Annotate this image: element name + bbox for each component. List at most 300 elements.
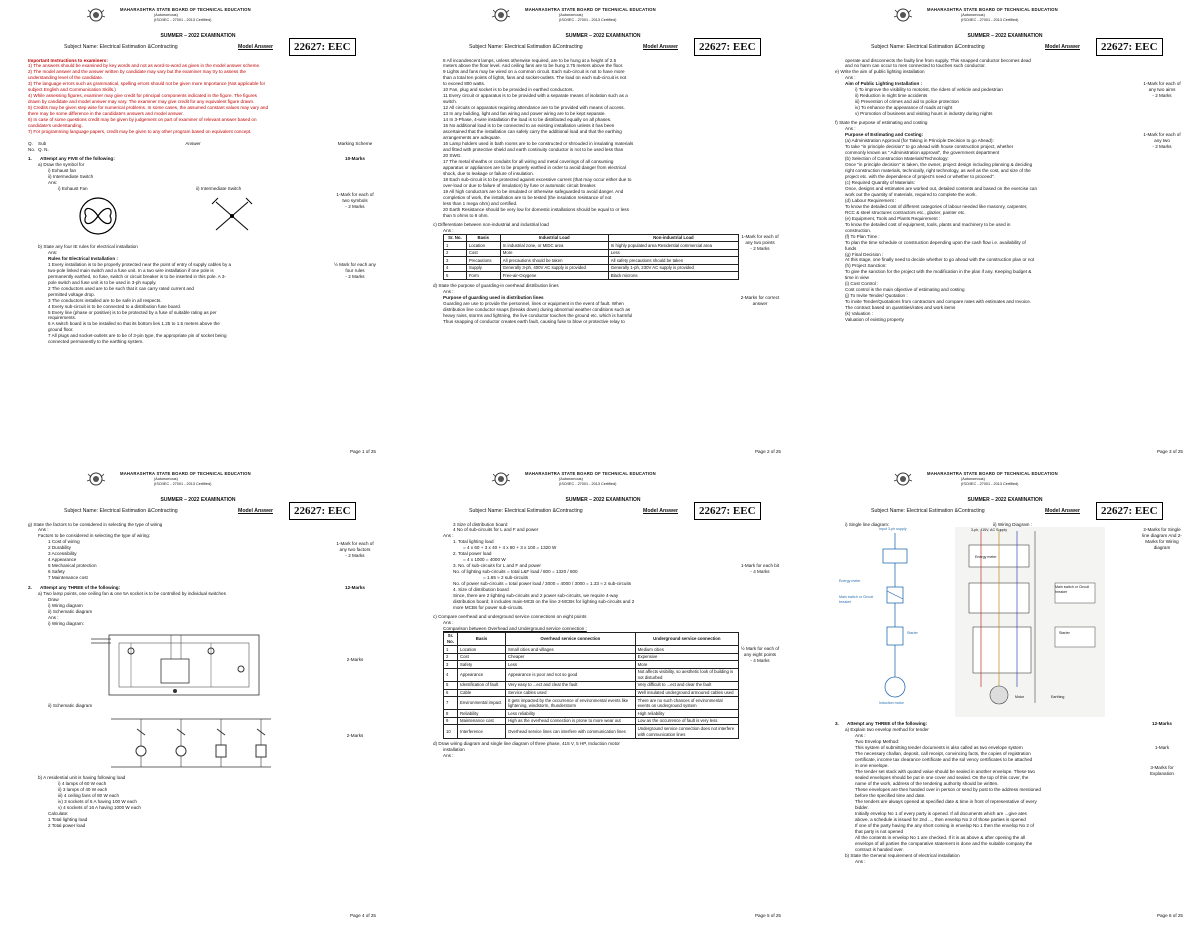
q2b-text: A residential unit is having following load <box>43 774 126 780</box>
purpose-line: time in view <box>845 275 869 281</box>
step-3-lighting: No. of lighting sub-circuits = total L&F load / 800 = 1320 / 800 <box>453 569 578 575</box>
purpose-line: commonly known as " Administration approval", the government department <box>845 150 1000 156</box>
factor-item: 6 Safety <box>48 569 65 575</box>
step-1-value: = 4 x 60 + 3 x 40 + 4 x 80 + 3 x 100 = 1320 W <box>463 545 557 551</box>
envelope-line: sealed envelopes should be put in one cover and sealed. On the top of this cover, the <box>855 775 1029 781</box>
q1b-heading: Rules for Electrical Installation : <box>48 255 118 261</box>
step-3: 3. No. of sub-circuits for L and F and power <box>453 563 541 569</box>
rule-line: two-pole linked main switch and a fuse unit. In a two wire installation if one pole is <box>48 267 214 273</box>
envelope-line: Initially envelop No 1 of every party is opened. If all documents which are ...give ates <box>855 811 1027 816</box>
rule-line: switch. <box>443 99 458 105</box>
q1b-block <box>28 244 376 345</box>
q1g-block <box>28 522 376 582</box>
model-answer-label: Model Answer <box>643 507 678 514</box>
factor-item: 7 Maintenance cost <box>48 575 88 581</box>
envelope-line: before the specified time and date. <box>855 793 926 799</box>
q2a-text: Two lamp points, one ceiling fan & one 5A socket is to be controlled by individual switches <box>43 591 226 597</box>
q3b-label: b) <box>845 852 850 858</box>
model-answer-label: Model Answer <box>238 507 273 514</box>
q2-marks: 12-Marks <box>345 585 365 591</box>
rule-line: 17 The metal sheaths or conduits for all wiring and metal coverings of all consuming <box>443 158 614 164</box>
single-line-diagram-figure <box>835 527 955 707</box>
cell: There are no such chances of environmental events on underground system <box>635 697 738 710</box>
rule-line: completion of work, the installation are to be tested (the insulation resistance of not <box>443 194 612 200</box>
board-logo-icon <box>491 470 511 488</box>
table-row <box>444 646 739 654</box>
aim-item: v) Promotion of business and visiting hours in industry during nights <box>855 111 993 117</box>
wd-label-switch: Main switch or Circuit breaker <box>1055 585 1090 595</box>
q2-text: Attempt any THREE of the following: <box>40 585 121 591</box>
ans-label: Ans : <box>855 858 866 864</box>
answer-line: Thus snapping of conductor creates earth fault, causing fuse to blow or protective relay to <box>443 318 625 324</box>
rule-line: ground floor. <box>48 327 74 333</box>
q2b-marks: 1-Mark for each bit <box>740 563 780 569</box>
purpose-line: funds <box>845 245 857 251</box>
rule-line: over-load or due to failure of insulation) by fuse or automatic circuit breaker. <box>443 182 597 188</box>
envelope-line: If one of the party having the any short coming in envelop No 1 then the envelop No 2 of <box>855 822 1035 828</box>
autonomous-label: (Autonomous) <box>961 476 985 481</box>
cell: Environmental impact <box>458 697 506 710</box>
wiring-diagram-figure <box>71 629 301 701</box>
page-3 <box>815 4 1195 459</box>
exam-title: SUMMER – 2022 EXAMINATION <box>565 33 641 39</box>
q1e-marks: 1-Mark for each of any two aims <box>1143 81 1181 93</box>
calc-item: 3 Size of distribution board <box>453 521 508 527</box>
cell: Cheaper <box>506 653 636 661</box>
q1c-text: Differentiate between non-industrial and industrial load <box>438 221 549 227</box>
ans-label: Ans: <box>48 249 58 255</box>
subject-code: 22627: EEC <box>289 38 356 56</box>
subject-line <box>8 41 388 56</box>
q1a-block <box>28 162 376 240</box>
aim-item: i) To improve the visibility to motorist, the riders of vehicle and pedestrian <box>855 87 1003 93</box>
subject-line <box>815 505 1195 520</box>
q1a-ii: ii) Intermediate Switch <box>48 173 94 179</box>
q2c-text: Compare overhead and underground service connections on eight points <box>438 614 587 620</box>
th-industrial: Industrial Load <box>500 234 608 242</box>
rule-line: meters above the floor level. And ceiling fans are to be hung 2.75 meters above the floor. <box>443 63 624 69</box>
instruction-line: 7) For programming language papers, credit may be given to any other program based on equivalent concept. <box>28 129 252 135</box>
step-2-value: = 4 x 1000 = 4000 W <box>463 557 506 563</box>
purpose-line: Once "in principle decision" is taken, the owner, project design including planning & deciding <box>845 161 1033 167</box>
iso-label: (ISO/IEC - 27001 - 2013 Certified) <box>961 481 1019 486</box>
cell: 10 <box>444 725 458 738</box>
cell: Less <box>506 661 636 669</box>
q1d-heading: Purpose of guarding used in distribution lines <box>443 295 544 300</box>
cell: Supply <box>466 264 500 272</box>
subject-code: 22627: EEC <box>1096 38 1163 56</box>
page-number: Page 1 of 25 <box>349 449 376 455</box>
calc-item: 4 No of sub-circuits for L and F and power <box>453 527 539 533</box>
board-name-block <box>120 7 251 23</box>
iso-label: (ISO/IEC - 27001 - 2013 Certified) <box>961 17 1019 22</box>
q3-marks: 12-Marks <box>1152 721 1172 727</box>
autonomous-label: (Autonomous) <box>961 12 985 17</box>
q1e-block <box>835 69 1183 117</box>
q1g-total: - 2 Marks <box>345 553 365 559</box>
purpose-line: The contract based on quantities/rates and work items <box>845 305 956 311</box>
subject-line <box>413 505 793 520</box>
q1f-block <box>835 120 1183 323</box>
cell: All safety precautions should be taken <box>608 257 738 265</box>
envelope-line: name of the work, address of the tendering authority should be written. <box>855 781 999 787</box>
page-header <box>815 4 1195 32</box>
q1a-text: Draw the symbol for <box>43 162 85 167</box>
factor-item: 2 Durability <box>48 545 71 551</box>
ans-label: Ans : <box>443 227 454 233</box>
motor-diagrams-row <box>835 527 1183 717</box>
rule-line: connected permanently to the earthing system. <box>48 339 144 345</box>
answer-line: heavy rains, storms and lightning, the live conductor touches the ground etc. which is harmful <box>443 312 633 318</box>
cell: 1 <box>444 646 458 654</box>
cell: Appearance <box>458 668 506 681</box>
cell: Identification of fault <box>458 681 506 689</box>
ans-label: Ans : <box>845 75 856 81</box>
q1b-label: b) <box>38 243 43 249</box>
page-5 <box>413 468 793 923</box>
wiring-diagram-row <box>38 627 376 703</box>
purpose-line: Cost control is the main objective of estimating and costing <box>845 287 965 293</box>
q2a-block <box>28 591 376 775</box>
envelope-line: certificate, income tax clearance certificate and the sol vency certificates to be attached <box>855 757 1033 763</box>
step-4: 4. Size of distribution board <box>453 587 509 593</box>
envelope-line: envelops of all parties the comparative statement is done and the suitable company the <box>855 840 1033 846</box>
rule-line: 3 The conductors installed are to be safe in all respects. <box>48 297 162 303</box>
autonomous-label: (Autonomous) <box>559 476 583 481</box>
exam-title: SUMMER – 2022 EXAMINATION <box>967 497 1043 503</box>
instruction-line: candidate's understanding. <box>28 123 83 129</box>
q3a-text: Explain two envelop method for tender <box>850 727 929 733</box>
page-header <box>8 4 388 32</box>
rule-line: 12 All circuits or apparatus requiring attendance are to be provided with means of access. <box>443 105 625 111</box>
purpose-line: To take "in principle decision" to go ahead with house construction project, whether <box>845 144 1014 150</box>
aim-item: iv) To enhance the appearance of roads at night <box>855 105 953 111</box>
subject-name: Subject Name: Electrical Estimation &Contracting <box>64 43 178 50</box>
page-number: Page 2 of 25 <box>754 449 781 455</box>
table-row <box>444 242 739 250</box>
instruction-line: 2) The model answer and the answer written by candidate may vary but the examiner may try to assess the <box>28 69 246 75</box>
cell: 4 <box>444 264 467 272</box>
instruction-line: there may be some difference in the candidate's answers and model answer. <box>28 111 184 117</box>
aim-item: iii) Prevention of crimes and aid to police protection <box>855 99 959 105</box>
q1f-marks: 1-Mark for each of any two <box>1143 132 1181 144</box>
cell: Generally 1-ph, 230V AC supply is provided <box>608 264 738 272</box>
q3a-marks-2: 3-Marks for Explanation <box>1149 765 1174 777</box>
subject-name: Subject Name: Electrical Estimation &Contracting <box>871 507 985 514</box>
table-row <box>444 697 739 710</box>
th-underground: Underground service connection <box>635 632 738 645</box>
cell: Low as the occurrence of fault is very less <box>635 717 738 725</box>
rule-line: ascertained that the installation can safely carry the additional load and that the earthing <box>443 129 622 135</box>
page-number: Page 3 of 25 <box>1156 449 1183 455</box>
cell: 8 <box>444 710 458 718</box>
q1-number: 1. <box>28 156 32 162</box>
wd-label-meter: Energy meter <box>975 555 997 560</box>
autonomous-label: (Autonomous) <box>154 12 178 17</box>
q2d-label: d) <box>433 740 438 746</box>
purpose-line: (d) Labour Requirement : <box>845 197 897 203</box>
purpose-line: work out the quantity of materials, required to complete the work. <box>845 191 977 197</box>
envelope-line: These envelopes are then handed over in person or send by post to the address mentioned <box>855 787 1041 793</box>
rule-line: 20 Earth Resistance should be very low for domestic installations should be equal to or less <box>443 206 629 212</box>
wiring-diagram-label: ii) Wiring Diagram : <box>993 521 1033 527</box>
purpose-line: project etc. with the dependence of project's need or whether to proceed". <box>845 173 995 179</box>
instruction-line: 4) While assessing figures, examiner may give credit for principal components indicated in the figure. The figures <box>28 93 257 99</box>
q1f-total: - 2 Marks <box>1152 144 1172 150</box>
q1b-marks: ½ Mark for each any four rules <box>334 261 376 273</box>
rule-line: 5 Every line (phase or positive) is to be protected by a fuse of suitable rating as per <box>48 309 217 315</box>
board-logo-icon <box>893 470 913 488</box>
cell: 6 <box>444 689 458 697</box>
calc-item: 1 Total lighting load <box>48 816 88 822</box>
q1e-total: - 2 Marks <box>1152 93 1172 99</box>
col-answer: Answer <box>185 141 201 147</box>
cell: 3 <box>444 257 467 265</box>
rule-line: pole switch and fuse unit is to be used in 3-ph supply. <box>48 279 157 285</box>
th-non-industrial: Non-industrial Load <box>608 234 738 242</box>
service-connection-table <box>443 632 739 739</box>
subject-line <box>413 41 793 56</box>
cell: Cost <box>458 653 506 661</box>
ans-label: Ans : <box>443 289 454 295</box>
factor-item: 3 Accessibility <box>48 551 77 557</box>
th-basis: Basis <box>458 632 506 645</box>
table-row <box>444 689 739 697</box>
symbols-row <box>38 192 376 240</box>
step-4-line: Since, there are 2 lighting sub-circuits and 2 power sub-circuits, we require 4-way <box>453 593 619 599</box>
cell: 1 <box>444 242 467 250</box>
model-answer-label: Model Answer <box>238 43 273 50</box>
q2c-content <box>433 632 781 739</box>
rule-line: 13 In any building, light and fan wiring and power wiring are to be kept separate. <box>443 111 606 117</box>
iso-label: (ISO/IEC - 27001 - 2013 Certified) <box>154 17 212 22</box>
envelope-line: bidder. <box>855 805 869 811</box>
q3b-block <box>835 853 1183 865</box>
rule-line: than 5 ohms to 8 ohm. <box>443 212 489 218</box>
sld-label-motor: Induction motor <box>879 701 904 706</box>
ans-label: Ans : <box>443 533 454 539</box>
q1e-text: Write the aim of public lighting installation <box>840 69 925 75</box>
q1c-total: - 2 Marks <box>750 245 770 251</box>
cell: More <box>635 661 738 669</box>
table-row <box>444 668 739 681</box>
q1a-marks: 1-Mark for each of two symbols <box>336 191 374 203</box>
iso-label: (ISO/IEC - 27001 - 2013 Certified) <box>559 17 617 22</box>
board-logo-icon <box>893 6 913 24</box>
cell: Underground service connection does not interfere with communication lines <box>635 725 738 738</box>
load-item: iii) 4 ceiling fans of 80 W each <box>58 792 120 798</box>
calc-item: 2 Total power load <box>48 822 86 828</box>
cell: Maintenance cost <box>458 717 506 725</box>
rule-line: permanently earthed, no fuse, switch or circuit breaker is to be inserted in this pole. A 3- <box>48 273 226 279</box>
table-row <box>444 725 739 738</box>
q1c-content <box>433 234 781 280</box>
envelope-line: above, a schedule is issued for 2nd ..., then envelop No 2 of those parties is opened <box>855 816 1026 822</box>
th-overhead: Overhead service connection <box>506 632 636 645</box>
board-name: MAHARASHTRA STATE BOARD OF TECHNICAL EDUCATION <box>525 7 656 12</box>
schematic-diagram-label: ii) Schematic diagram <box>48 702 93 708</box>
rules-continued <box>433 58 781 219</box>
instruction-line: understanding level of the candidate. <box>28 75 104 81</box>
envelope-line: All the contents in envelop No 1 are checked. If it is as above & after opening the all <box>855 834 1026 840</box>
page-header <box>815 468 1195 496</box>
purpose-line: (e) Equipment, Tools and Plants Requirement : <box>845 215 941 221</box>
subject-line <box>815 41 1195 56</box>
purpose-line: (g) Final Decision : <box>845 251 884 257</box>
rule-line: 7 All plugs and socket-outlets are to be of 3-pin type, the appropriate pin of socket being <box>48 333 227 339</box>
sld-label-switch: Main switch or Circuit breaker <box>839 595 874 605</box>
ans-label: Ans : <box>443 752 454 758</box>
cell: It gets impacted by the occurrence of environmental events like lightening, windstorm, thunderstorm <box>506 697 636 710</box>
rule-line: requirements. <box>48 315 77 321</box>
q2-number: 2. <box>28 585 32 591</box>
q1c-block <box>433 222 781 280</box>
th-sr: Sr. No. <box>444 632 458 645</box>
rule-line: 15 No additional load is to be connected to an existing installation unless it has been <box>443 123 615 129</box>
model-answer-label: Model Answer <box>1045 507 1080 514</box>
intermediate-switch-symbol-icon <box>186 192 286 240</box>
iso-label: (ISO/IEC - 27001 - 2013 Certified) <box>154 481 212 486</box>
q1d-content <box>433 295 781 325</box>
rule-line: 16 Lamp holders used in bath rooms are to be constructed or shrouded in insulating materials <box>443 141 634 147</box>
subject-code: 22627: EEC <box>694 502 761 520</box>
table-row <box>444 264 739 272</box>
page-header <box>8 468 388 496</box>
cell: Cost <box>466 249 500 257</box>
wd-label-earthing: Earthing <box>1051 695 1065 700</box>
ans-label: Ans : <box>38 527 49 533</box>
q1g-content <box>28 533 376 581</box>
rule-line: permitted voltage drop. <box>48 291 95 297</box>
q1e-label: e) <box>835 69 840 75</box>
envelope-line: in one envelope. <box>855 763 889 769</box>
q1c-label: c) <box>433 221 437 227</box>
industrial-load-table <box>443 234 739 280</box>
cell: Precautions <box>466 257 500 265</box>
cell: 5 <box>444 681 458 689</box>
page-4 <box>8 468 388 923</box>
q2a-i-marks: 2-Marks <box>346 656 364 662</box>
q1a-i: i) Exhaust fan <box>48 167 77 173</box>
cell: Form <box>466 272 500 280</box>
cell: 7 <box>444 697 458 710</box>
rule-line: 4 Every sub-circuit is to be connected to a distribution fuse board. <box>48 303 182 309</box>
load-item: iv) 3 sockets of 6 A having 100 W each <box>58 798 137 804</box>
purpose-line: RCC & steel structures contractors etc., glazier, painter etc. <box>845 209 966 215</box>
cell: Expensive <box>635 653 738 661</box>
factor-item: 1 Cost of wiring <box>48 539 80 545</box>
board-logo-icon <box>86 6 106 24</box>
table-header-row <box>444 632 739 645</box>
purpose-line: To give the sanction for the project with the modification in the plan if any. Keeping budget & <box>845 269 1032 275</box>
q3-number: 3. <box>835 721 839 727</box>
q1f-content <box>835 132 1183 323</box>
rule-line: 1 Every installation is to be properly protected near the point of entry of supply cables by a <box>48 261 232 267</box>
cell: In industrial zone, or MIDC area <box>500 242 608 250</box>
page-header <box>413 468 793 496</box>
q3a-heading: Two Envelop Method: <box>855 739 900 745</box>
q2c-marks: ½ Mark for each of any eight points <box>740 645 780 657</box>
page-number: Page 5 of 25 <box>754 913 781 919</box>
cell: Less <box>608 249 738 257</box>
q3a-intro: This system of submitting tender documents is also called as two envelope system <box>855 745 1023 751</box>
envelope-line: The tender set stack with quoted value should be sealed in another envelope. These two <box>855 769 1035 775</box>
calculate-label: Calculate: <box>48 810 69 816</box>
cell: Service cables used <box>506 689 636 697</box>
rule-line: 20 SWG. <box>443 153 462 158</box>
rules-list <box>38 262 334 346</box>
page-1 <box>8 4 388 459</box>
q1e-heading: Aim of Public Lighting Installation : <box>845 81 923 87</box>
step-4-line: distribution board; it includes main-MCB on the line 2-MCBs for lighting sub-circuits and 2 <box>453 599 635 605</box>
model-answer-label: Model Answer <box>643 43 678 50</box>
q1g-marks: 1-Mark for each of any two factors <box>336 541 374 553</box>
sld-label-meter: Energy meter <box>839 579 861 584</box>
answer-line: and no harm can occur to men connected to touches such conductor. <box>845 63 986 69</box>
q2c-heading: Comparison between Overhead and Underground service connection : <box>443 625 587 631</box>
table-header-row <box>444 234 739 242</box>
table-row <box>444 661 739 669</box>
subject-code: 22627: EEC <box>1096 502 1163 520</box>
ans-label: Ans: <box>48 179 58 185</box>
cell: Location <box>466 242 500 250</box>
table-row <box>444 717 739 725</box>
purpose-line: Once, designs and estimates are worked out, detailed contents and based on the exercise can <box>845 185 1038 191</box>
subject-code: 22627: EEC <box>289 502 356 520</box>
iso-label: (ISO/IEC - 27001 - 2013 Certified) <box>559 481 617 486</box>
envelope-line: that party is not opened <box>855 828 904 834</box>
cell: In highly populated area Residential commercial area <box>608 242 738 250</box>
q1d-text: State the purpose of guarding-in overhead distribution lines <box>438 283 559 289</box>
instruction-line: 5) Credits may be given step wise for numerical problems. In some cases, the assumed constant values may vary and <box>28 105 269 111</box>
col-q: Q. No. <box>28 141 36 153</box>
page-6 <box>815 468 1195 923</box>
q2d-text: Draw wiring diagram and single line diagram of three phase, 415 V, 5 HP, Induction motor <box>438 740 620 746</box>
q1d-marks: 2-Marks for correct answer <box>740 295 780 306</box>
q1d-block <box>433 283 781 325</box>
cell: Cable <box>458 689 506 697</box>
col-marking: Marking Scheme <box>337 141 373 147</box>
instruction-line: 3) The language errors such as grammatical, spelling errors should not be given more Importance (Not applicable for <box>28 81 266 87</box>
schematic-diagram-row <box>38 709 376 775</box>
step-3-lighting-result: = 1.65 ≈ 2 sub-circuits <box>483 575 529 581</box>
cell: Medium cities <box>635 646 738 654</box>
model-answer-label: Model Answer <box>1045 43 1080 50</box>
ans-label: Ans : <box>845 126 856 132</box>
table-row <box>444 257 739 265</box>
wiring-diagram-label: i) Wiring diagram: <box>48 621 84 626</box>
factor-item: 5 Mechanical protection <box>48 563 97 569</box>
q1g-heading: Factors to be considered in selecting the type of wiring: <box>38 533 151 539</box>
instruction-line: drawn by candidate and model answer may vary. The examiner may give credit for any equivalent figure drawn. <box>28 99 255 105</box>
purpose-line: To invite Tender/Quotations from contractors and compare rates with estimates and Invoice. <box>845 299 1032 305</box>
ans-label: Ans : <box>443 620 454 625</box>
table-row <box>444 249 739 257</box>
purpose-line: To know the detailed cost of equipment, tools, plants and machinery to be used in <box>845 221 1011 227</box>
cell: 5 <box>444 272 467 280</box>
q1b-total: - 2 Marks <box>345 273 365 279</box>
purpose-line: (f) To Plan Time : <box>845 233 880 239</box>
instruction-line: 6) In case of some questions credit may be given by judgement on part of examiner of relevant answer based on <box>28 117 257 123</box>
cell: Overhead service lines can interfere with communication lines <box>506 725 636 738</box>
symbol-intermediate-switch-label: ii) Intermediate Switch <box>196 185 242 191</box>
cell: Small cities and villages <box>506 646 636 654</box>
q3a-content <box>845 739 1183 852</box>
q2b-label: b) <box>38 774 43 780</box>
column-headers <box>28 141 376 153</box>
step-2: 2. Total power load <box>453 551 492 557</box>
rule-line: 11 Every circuit or apparatus is to be provided with a separate means of isolation such as a <box>443 93 628 99</box>
